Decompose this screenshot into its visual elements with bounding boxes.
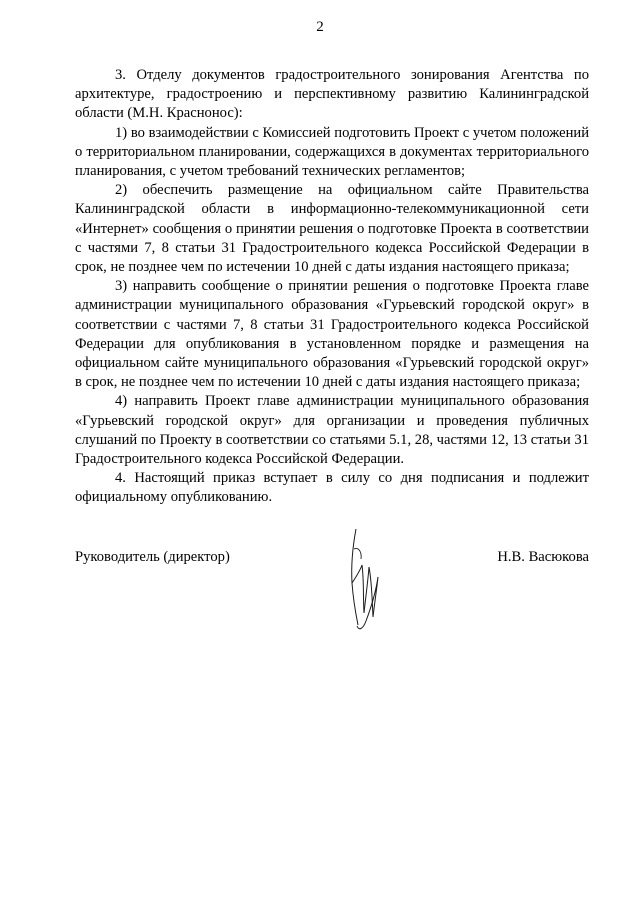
paragraph-subitem-4: 4) направить Проект главе администрации муниципального образования «Гурьевский городской округ» для организации и проведения публичных слушаний по Проекту в соответствии со статьями 5.1, 28, частями 12, 13 статьи 31 Градостроительного кодекса Российской Федерации.: [75, 393, 589, 468]
handwritten-signature: [342, 525, 382, 635]
signature-row: [75, 548, 589, 568]
signatory-name: Н.В. Васюкова: [497, 549, 589, 565]
paragraph-subitem-2: 2) обеспечить размещение на официальном сайте Правительства Калининградской области в информационно-телекоммуникационной сети «Интернет» сообщения о принятии решения о подготовке Проекта в соответствии с частями 7, 8 статьи 31 Градостроительного кодекса Российской Федерации в срок, не позднее чем по истечении 10 дней с даты издания настоящего приказа;: [75, 182, 589, 276]
paragraph-subitem-1: 1) во взаимодействии с Комиссией подготовить Проект с учетом положений о территориальном планировании, содержащихся в документах территориального планирования, с учетом требований технических регламентов;: [75, 124, 589, 180]
signatory-position: Руководитель (директор): [75, 549, 230, 565]
paragraph-item-4: 4. Настоящий приказ вступает в силу со дня подписания и подлежит официальному опубликованию.: [75, 470, 589, 506]
paragraph-subitem-3: 3) направить сообщение о принятии решения о подготовке Проекта главе администрации муниципального образования «Гурьевский городской округ» в соответствии с частями 7, 8 статьи 31 Градостроительного кодекса Российской Федерации для опубликования в установленном порядке и размещения на официальном сайте муниципального образования «Гурьевский городской округ» в срок, не позднее чем по истечении 10 дней с даты издания настоящего приказа;: [75, 278, 589, 391]
paragraph-item-3: 3. Отделу документов градостроительного зонирования Агентства по архитектуре, градостроению и перспективному развитию Калининградской области (М.Н. Краснонос):: [75, 67, 589, 122]
page-number: 2: [316, 19, 324, 35]
document-body: [75, 66, 589, 508]
